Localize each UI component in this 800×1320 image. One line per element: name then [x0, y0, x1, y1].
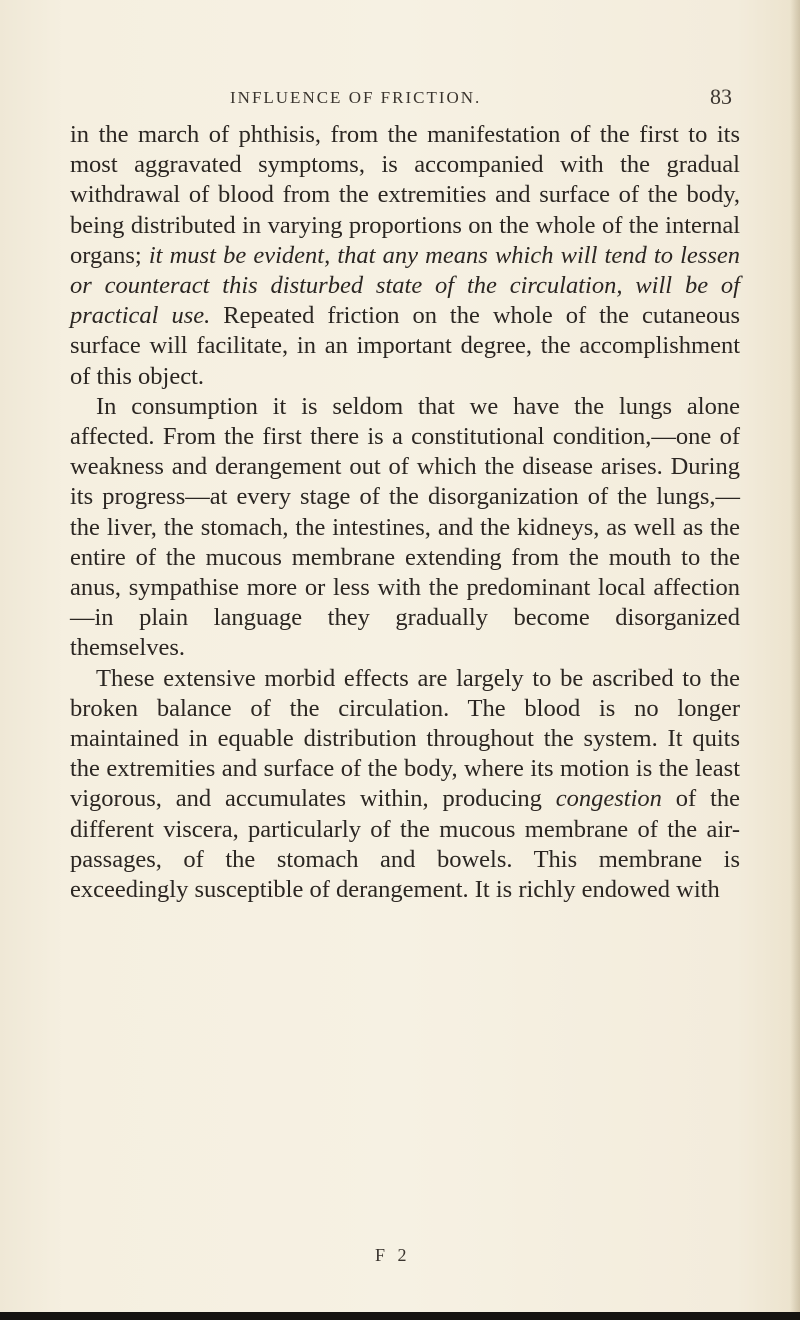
paragraph-3-run-1: These extensive morbid effects are largely to be ascribed to the broken balance of the circulation. The blood is no longer maintained in equable distribution throughout the system. It quits the extremities and surface of the body, where its motion is the least vigorous, and accumulates within, producing [70, 664, 740, 813]
page-number: 83 [710, 84, 732, 109]
paragraph-1-run-1: in the march of phthisis, from the manifestation of the first to its most aggravated symptoms, is accompanied with the gradual withdrawal of blood from the extremities and surface of the body, being distributed in varying proportions on the whole of the internal organs; [70, 121, 740, 269]
page-header [0, 84, 800, 114]
bottom-edge-rule [0, 1312, 800, 1320]
paragraph-3 [70, 664, 740, 906]
signature-mark: F 2 [375, 1245, 411, 1265]
paragraph-1-italic-run: it must be evident, that any means which will tend to lessen or counteract this disturbed state of the circulation, will be of practical use. [70, 241, 740, 330]
running-head: INFLUENCE OF FRICTION. [230, 88, 482, 107]
paragraph-1-run-3: Repeated friction on the whole of the cutaneous surface will facilitate, in an important degree, the accomplishment of this object. [70, 302, 740, 390]
paragraph-2 [70, 392, 740, 664]
page-edge-shadow [790, 0, 800, 1320]
paragraph-3-run-3: of the different viscera, particularly of the mucous membrane of the air-passages, of the stomach and bowels. This membrane is exceedingly susceptible of derangement. It is richly endowed with [70, 785, 741, 904]
paragraph-1 [70, 120, 740, 392]
body-text [70, 120, 740, 905]
paragraph-3-italic-run: congestion [555, 785, 662, 813]
paragraph-2-run-1: In consumption it is seldom that we have the lungs alone affected. From the first there is a constitutional condition,—one of weakness and derangement out of which the disease arises. During its progress—at every stage of the disorganization of the lungs,—the liver, the stomach, the intestines, and the kidneys, as well as the entire of the mucous membrane extending from the mouth to the anus, sympathise more or less with the predominant local affection—in plain language they gradually become disorganized themselves. [70, 392, 740, 662]
